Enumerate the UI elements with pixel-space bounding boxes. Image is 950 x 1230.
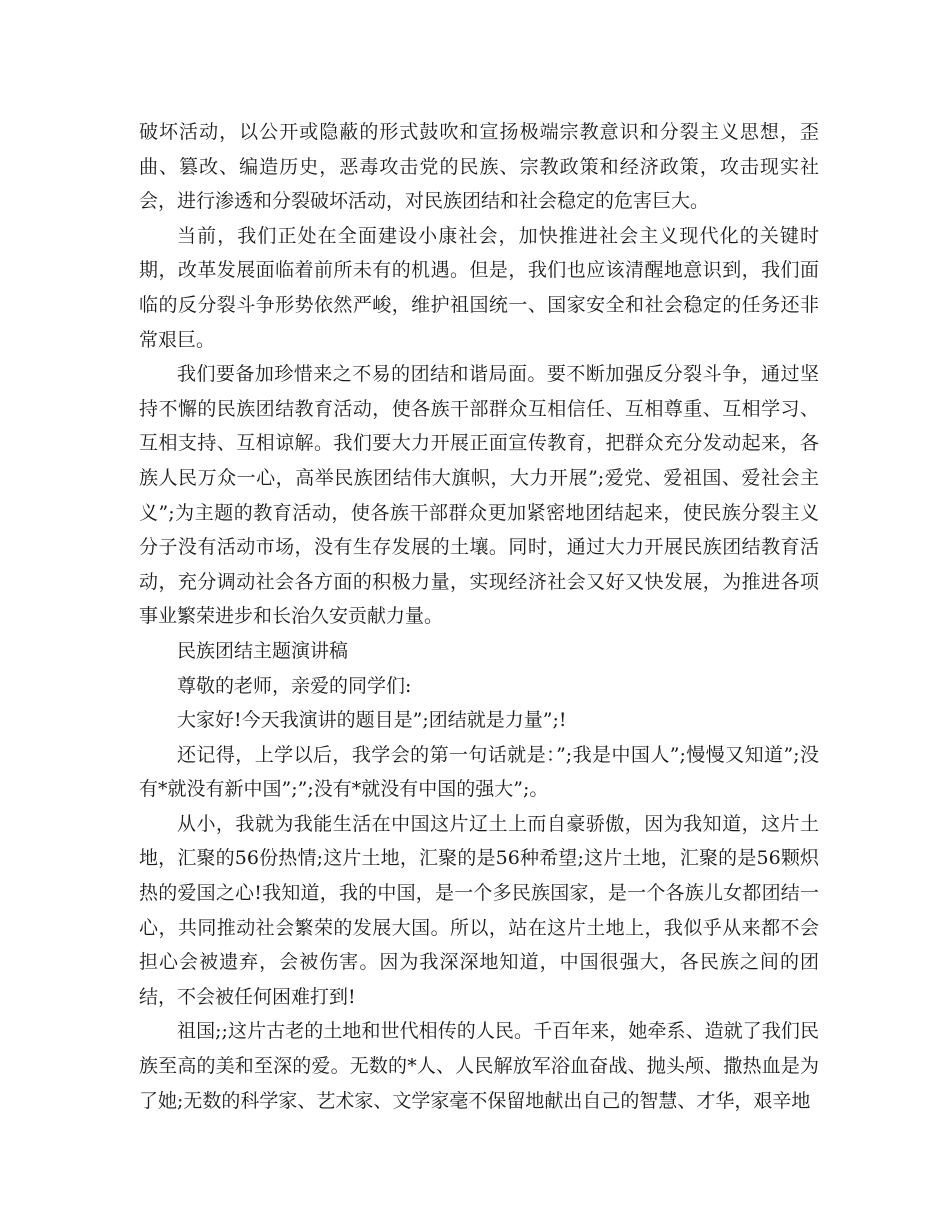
salutation: 尊敬的老师，亲爱的同学们: bbox=[177, 674, 412, 697]
paragraph: 从小，我就为我能生活在中国这片辽土上而自豪骄傲，因为我知道，这片土地，汇聚的56份热情;这片土地，汇聚的是56种希望;这片土地，汇聚的是56颗炽热的爱国之心!我知道，我的中国，是一个多民族国家，是一个各族儿女都团结一心，共同推动社会繁荣的发展大国。所以，站在这片土地上，我似乎从来都不会担心会被遗弃，会被伤害。因为我深深地知道，中国很强大，各民族之间的团结，不会被任何困难打到! bbox=[139, 812, 819, 1008]
speech-title: 民族团结主题演讲稿 bbox=[177, 639, 349, 662]
paragraph: 大家好!今天我演讲的题目是”;团结就是力量”;! bbox=[177, 709, 567, 732]
paragraph-continued: 破坏活动，以公开或隐蔽的形式鼓吹和宣扬极端宗教意识和分裂主义思想，歪曲、篡改、编造历史，恶毒攻击党的民族、宗教政策和经济政策，攻击现实社会，进行渗透和分裂破坏活动，对民族团结和社会稳定的危害巨大。 bbox=[139, 121, 819, 213]
paragraph: 我们要备加珍惜来之不易的团结和谐局面。要不断加强反分裂斗争，通过坚持不懈的民族团结教育活动，使各族干部群众互相信任、互相尊重、互相学习、互相支持、互相谅解。我们要大力开展正面宣传教育，把群众充分发动起来，各族人民万众一心，高举民族团结伟大旗帜，大力开展”;爱党、爱祖国、爱社会主义”;为主题的教育活动，使各族干部群众更加紧密地团结起来，使民族分裂主义分子没有活动市场，没有生存发展的土壤。同时，通过大力开展民族团结教育活动，充分调动社会各方面的积极力量，实现经济社会又好又快发展，为推进各项事业繁荣进步和长治久安贡献力量。 bbox=[139, 363, 819, 628]
paragraph: 还记得，上学以后，我学会的第一句话就是：”;我是中国人”;慢慢又知道”;没有*就没有新中国”;”;没有*就没有中国的强大”;。 bbox=[139, 743, 819, 801]
paragraph: 祖国;;这片古老的土地和世代相传的人民。千百年来，她牵系、造就了我们民族至高的美和至深的爱。无数的*人、人民解放军浴血奋战、抛头颅、撒热血是为了她;无数的科学家、艺术家、文学家毫不保留地献出自己的智慧、才华，艰辛地 bbox=[139, 1020, 819, 1112]
document-page bbox=[139, 115, 819, 1118]
paragraph: 当前，我们正处在全面建设小康社会，加快推进社会主义现代化的关键时期，改革发展面临着前所未有的机遇。但是，我们也应该清醒地意识到，我们面临的反分裂斗争形势依然严峻，维护祖国统一、国家安全和社会稳定的任务还非常艰巨。 bbox=[139, 224, 819, 351]
